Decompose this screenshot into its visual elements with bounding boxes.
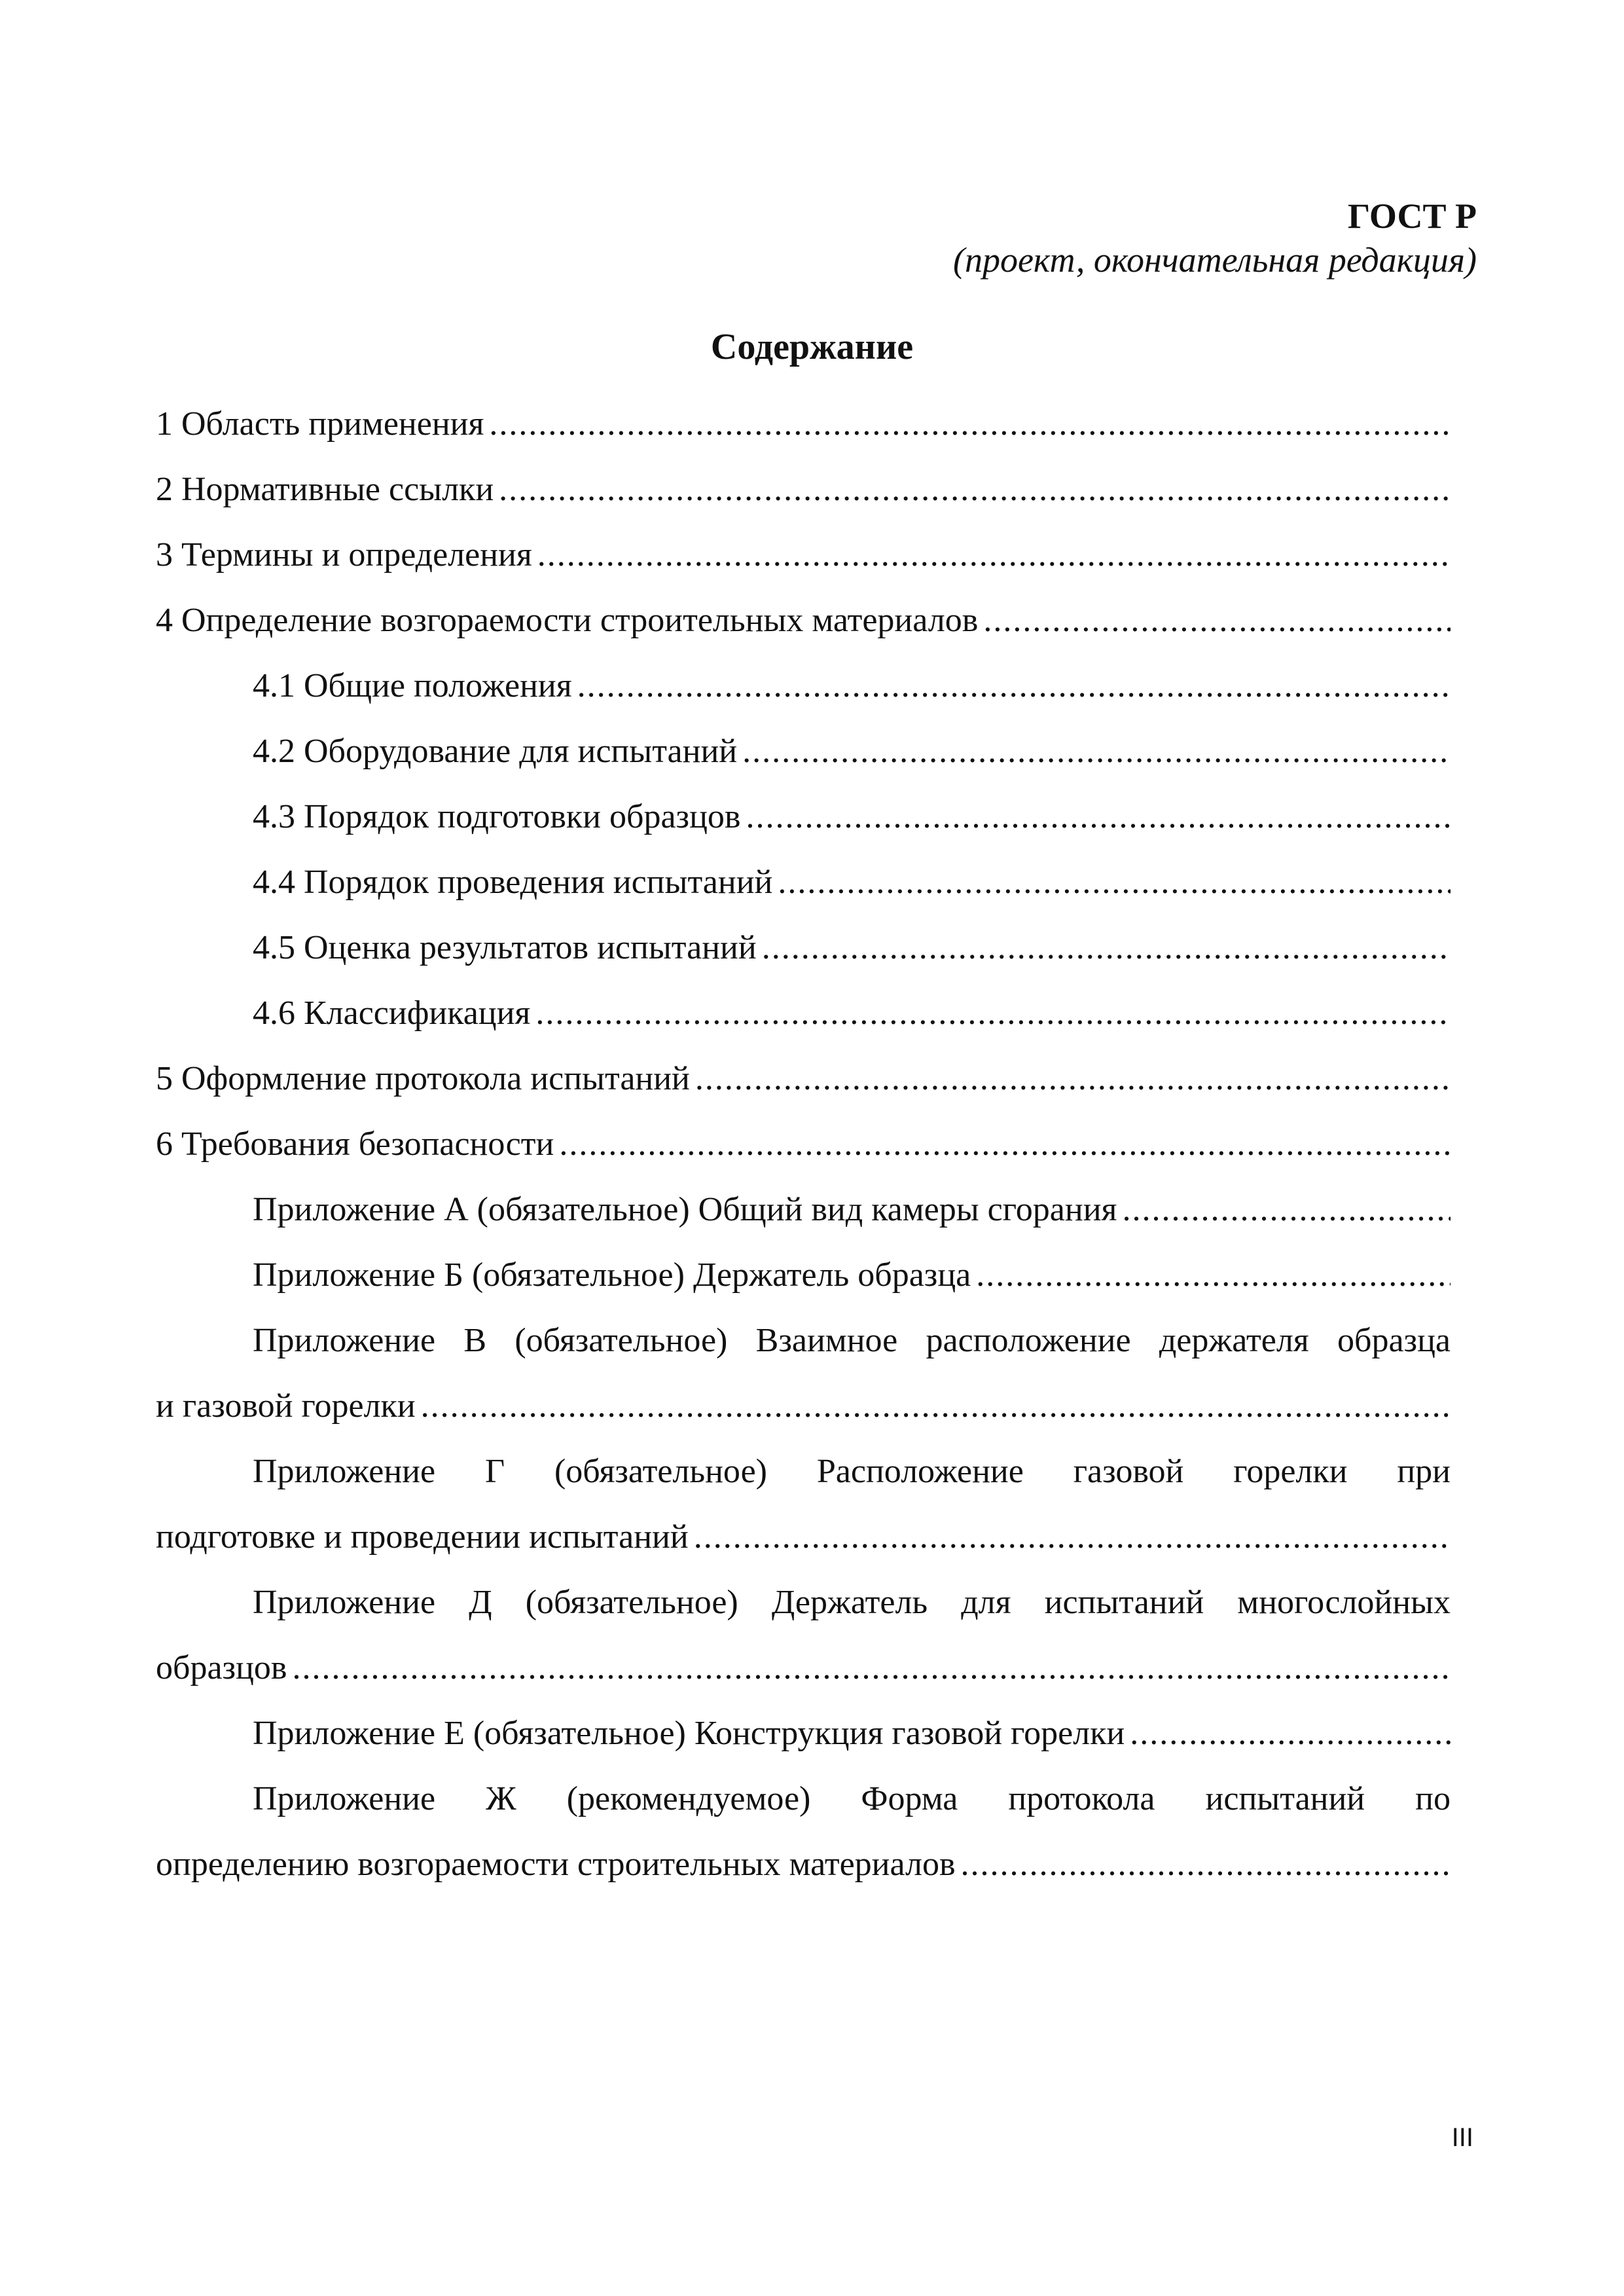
toc-entry-label: Приложение А (обязательное) Общий вид камеры сгорания (253, 1191, 1117, 1228)
toc-entry-label: 1 Область применения (156, 405, 484, 443)
table-of-contents (156, 392, 1451, 1897)
toc-entry-appendix-e[interactable] (156, 1701, 1451, 1766)
dot-leader (489, 392, 1451, 457)
toc-entry-label: 6 Требования безопасности (156, 1125, 554, 1163)
toc-entry-4-1[interactable] (156, 653, 1451, 719)
toc-entry-label: Приложение Г (обязательное) Расположение газовой горелки при (253, 1453, 1451, 1490)
dot-leader (421, 1374, 1451, 1439)
toc-entry-appendix-v[interactable] (156, 1308, 1451, 1374)
toc-entry-appendix-g[interactable] (156, 1439, 1451, 1504)
toc-entry-label: образцов (156, 1649, 287, 1686)
standard-code: ГОСТ Р (1347, 196, 1477, 236)
dot-leader (742, 719, 1451, 784)
toc-entry-label: Приложение Ж (рекомендуемое) Форма протокола испытаний по (253, 1780, 1451, 1817)
toc-title: Содержание (710, 327, 914, 367)
toc-entry-label: Приложение Д (обязательное) Держатель для испытаний многослойных (253, 1584, 1451, 1621)
toc-entry-4-4[interactable] (156, 850, 1451, 915)
draft-status: (проект, окончательная редакция) (952, 240, 1477, 280)
dot-leader (694, 1504, 1451, 1570)
dot-leader (762, 915, 1451, 981)
toc-entry-label: Приложение В (обязательное) Взаимное расположение держателя образца (253, 1322, 1451, 1359)
toc-entry-label: 3 Термины и определения (156, 536, 532, 574)
toc-entry-appendix-zh-cont[interactable] (156, 1832, 1451, 1897)
dot-leader (961, 1832, 1451, 1897)
toc-entry-4-2[interactable] (156, 719, 1451, 784)
toc-entry-4[interactable] (156, 588, 1451, 653)
toc-entry-label: подготовке и проведении испытаний (156, 1518, 689, 1556)
toc-entry-label: Приложение Б (обязательное) Держатель образца (253, 1256, 971, 1294)
toc-entry-appendix-d-cont[interactable] (156, 1635, 1451, 1701)
toc-entry-label: и газовой горелки (156, 1387, 416, 1425)
toc-entry-label: 4.6 Классификация (253, 994, 531, 1032)
dot-leader (976, 1243, 1451, 1308)
toc-entry-1[interactable] (156, 392, 1451, 457)
dot-leader (1122, 1177, 1451, 1243)
dot-leader (292, 1635, 1451, 1701)
toc-entry-2[interactable] (156, 457, 1451, 522)
dot-leader (537, 522, 1451, 588)
toc-entry-label: 4.4 Порядок проведения испытаний (253, 864, 773, 901)
dot-leader (983, 588, 1451, 653)
toc-entry-label: Приложение Е (обязательное) Конструкция газовой горелки (253, 1715, 1125, 1752)
toc-entry-5[interactable] (156, 1046, 1451, 1112)
toc-entry-6[interactable] (156, 1112, 1451, 1177)
toc-entry-4-3[interactable] (156, 784, 1451, 850)
toc-entry-4-5[interactable] (156, 915, 1451, 981)
toc-entry-appendix-b[interactable] (156, 1243, 1451, 1308)
dot-leader (535, 981, 1451, 1046)
toc-entry-label: 4.5 Оценка результатов испытаний (253, 929, 757, 966)
dot-leader (559, 1112, 1451, 1177)
toc-entry-appendix-a[interactable] (156, 1177, 1451, 1243)
toc-entry-label: 2 Нормативные ссылки (156, 471, 494, 508)
toc-entry-label: 5 Оформление протокола испытаний (156, 1060, 690, 1097)
toc-entry-appendix-d[interactable] (156, 1570, 1451, 1635)
toc-entry-appendix-v-cont[interactable] (156, 1374, 1451, 1439)
dot-leader (746, 784, 1451, 850)
toc-entry-label: 4 Определение возгораемости строительных материалов (156, 602, 979, 639)
toc-entry-3[interactable] (156, 522, 1451, 588)
page-number: III (1451, 2123, 1473, 2152)
dot-leader (695, 1046, 1451, 1112)
toc-entry-label: 4.1 Общие положения (253, 667, 572, 704)
dot-leader (577, 653, 1451, 719)
toc-entry-label: 4.3 Порядок подготовки образцов (253, 798, 741, 835)
dot-leader (499, 457, 1451, 522)
toc-entry-label: определению возгораемости строительных материалов (156, 1846, 956, 1883)
toc-entry-appendix-zh[interactable] (156, 1766, 1451, 1832)
toc-entry-label: 4.2 Оборудование для испытаний (253, 733, 738, 770)
toc-entry-4-6[interactable] (156, 981, 1451, 1046)
dot-leader (1130, 1701, 1451, 1766)
toc-entry-appendix-g-cont[interactable] (156, 1504, 1451, 1570)
dot-leader (778, 850, 1451, 915)
